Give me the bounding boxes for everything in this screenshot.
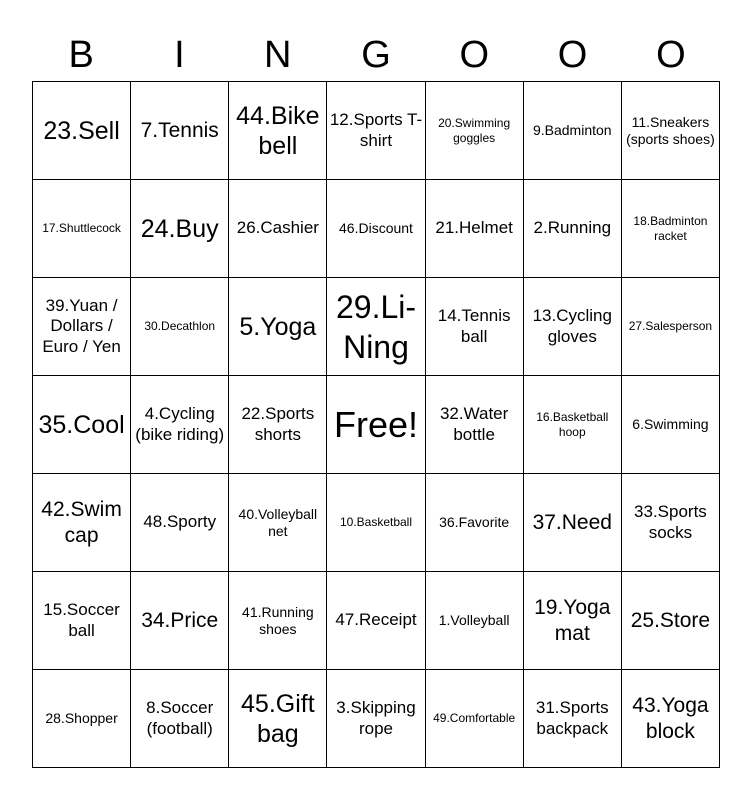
bingo-cell[interactable]	[622, 572, 720, 670]
bingo-cell[interactable]	[131, 180, 229, 278]
cell-label: 16.Basketball hoop	[536, 410, 609, 439]
cell-label: 47.Receipt	[335, 610, 417, 630]
bingo-cell[interactable]	[229, 376, 327, 474]
cell-label: 45.Gift bag	[241, 689, 315, 748]
cell-label: 34.Price	[141, 608, 219, 632]
bingo-cell[interactable]	[622, 180, 720, 278]
bingo-cell[interactable]	[131, 82, 229, 180]
cell-label: 44.Bike bell	[236, 101, 320, 160]
bingo-cell[interactable]	[229, 670, 327, 768]
cell-label: 31.Sports backpack	[535, 698, 609, 738]
cell-label: 27.Salesperson	[628, 319, 713, 334]
bingo-cell[interactable]	[524, 376, 622, 474]
cell-label: 4.Cycling (bike riding)	[135, 404, 225, 444]
bingo-cell[interactable]	[229, 572, 327, 670]
bingo-cell[interactable]	[622, 278, 720, 376]
header-letter-o-2: O	[557, 34, 588, 76]
bingo-cell[interactable]	[33, 670, 131, 768]
bingo-cell[interactable]	[229, 474, 327, 572]
cell-label: 15.Soccer ball	[43, 600, 120, 640]
bingo-cell[interactable]	[33, 572, 131, 670]
bingo-cell[interactable]	[426, 670, 524, 768]
bingo-cell[interactable]	[229, 180, 327, 278]
bingo-cell[interactable]	[524, 572, 622, 670]
bingo-cell[interactable]	[622, 474, 720, 572]
cell-label: 21.Helmet	[435, 218, 513, 238]
cell-label: 24.Buy	[140, 214, 219, 243]
header-letter-i: I	[174, 34, 185, 76]
bingo-cell[interactable]	[524, 278, 622, 376]
cell-label: 18.Badminton racket	[633, 214, 708, 243]
cell-label: 46.Discount	[339, 220, 413, 237]
cell-label: 6.Swimming	[632, 416, 709, 433]
cell-label: 28.Shopper	[45, 710, 118, 727]
bingo-cell[interactable]	[327, 180, 425, 278]
bingo-cell[interactable]	[524, 82, 622, 180]
cell-label: 20.Swimming goggles	[438, 116, 511, 145]
free-cell[interactable]	[327, 376, 425, 474]
bingo-cell[interactable]	[426, 572, 524, 670]
bingo-cell[interactable]	[426, 376, 524, 474]
bingo-cell[interactable]	[426, 278, 524, 376]
cell-label: 25.Store	[630, 608, 711, 632]
cell-label: 23.Sell	[43, 116, 120, 145]
cell-label: 30.Decathlon	[144, 319, 216, 334]
cell-label: 41.Running shoes	[242, 603, 314, 637]
cell-label: 37.Need	[532, 510, 612, 534]
header-letter-o-3: O	[656, 34, 686, 76]
bingo-cell[interactable]	[622, 376, 720, 474]
bingo-header	[32, 28, 720, 82]
cell-label: 42.Swim cap	[41, 498, 122, 547]
header-letter-b: B	[68, 34, 94, 76]
cell-label: 48.Sporty	[143, 512, 217, 532]
bingo-cell[interactable]	[426, 180, 524, 278]
cell-label: 5.Yoga	[239, 312, 317, 341]
cell-label: 11.Sneakers (sports shoes)	[626, 113, 715, 147]
bingo-cell[interactable]	[33, 474, 131, 572]
cell-label: 35.Cool	[38, 410, 125, 439]
cell-label: 2.Running	[533, 218, 612, 238]
cell-label: 32.Water bottle	[439, 404, 509, 444]
cell-label: 10.Basketball	[339, 515, 413, 530]
cell-label: 3.Skipping rope	[336, 698, 416, 738]
cell-label: 14.Tennis ball	[437, 306, 511, 346]
cell-label: 1.Volleyball	[438, 612, 510, 629]
bingo-cell[interactable]	[622, 82, 720, 180]
bingo-cell[interactable]	[229, 278, 327, 376]
bingo-cell[interactable]	[327, 278, 425, 376]
cell-label: 12.Sports T-shirt	[329, 110, 423, 150]
cell-label: 39.Yuan / Dollars / Euro / Yen	[42, 295, 121, 356]
cell-label: 7.Tennis	[140, 118, 219, 142]
cell-label: 36.Favorite	[439, 514, 510, 531]
bingo-cell[interactable]	[524, 180, 622, 278]
cell-label: 9.Badminton	[532, 122, 612, 139]
cell-label: 43.Yoga block	[632, 694, 709, 743]
bingo-cell[interactable]	[33, 180, 131, 278]
cell-label: 17.Shuttlecock	[42, 221, 121, 236]
bingo-cell[interactable]	[524, 474, 622, 572]
bingo-board	[32, 81, 720, 768]
bingo-cell[interactable]	[524, 670, 622, 768]
bingo-cell[interactable]	[327, 82, 425, 180]
header-letter-n: N	[263, 34, 292, 76]
cell-label: 49.Comfortable	[433, 711, 516, 726]
cell-label: 19.Yoga mat	[534, 596, 611, 645]
bingo-cell[interactable]	[33, 376, 131, 474]
header-letter-o-1: O	[459, 34, 490, 76]
bingo-cell[interactable]	[33, 82, 131, 180]
cell-label: 26.Cashier	[236, 218, 319, 238]
cell-label: 40.Volleyball net	[238, 505, 318, 539]
bingo-cell[interactable]	[229, 82, 327, 180]
bingo-cell[interactable]	[131, 376, 229, 474]
cell-label: 29.Li-Ning	[335, 288, 417, 365]
cell-label: 13.Cycling gloves	[532, 306, 612, 346]
bingo-cell[interactable]	[131, 278, 229, 376]
bingo-cell[interactable]	[131, 670, 229, 768]
cell-label: 8.Soccer (football)	[146, 698, 214, 738]
bingo-cell[interactable]	[131, 572, 229, 670]
bingo-cell[interactable]	[426, 474, 524, 572]
bingo-cell[interactable]	[327, 670, 425, 768]
bingo-cell[interactable]	[622, 670, 720, 768]
cell-label: Free!	[333, 403, 418, 445]
bingo-cell[interactable]	[327, 474, 425, 572]
bingo-cell[interactable]	[426, 82, 524, 180]
bingo-cell[interactable]	[327, 572, 425, 670]
bingo-cell[interactable]	[131, 474, 229, 572]
bingo-cell[interactable]	[33, 278, 131, 376]
cell-label: 33.Sports socks	[634, 502, 707, 542]
header-letter-g: G	[361, 34, 391, 76]
cell-label: 22.Sports shorts	[241, 404, 315, 444]
